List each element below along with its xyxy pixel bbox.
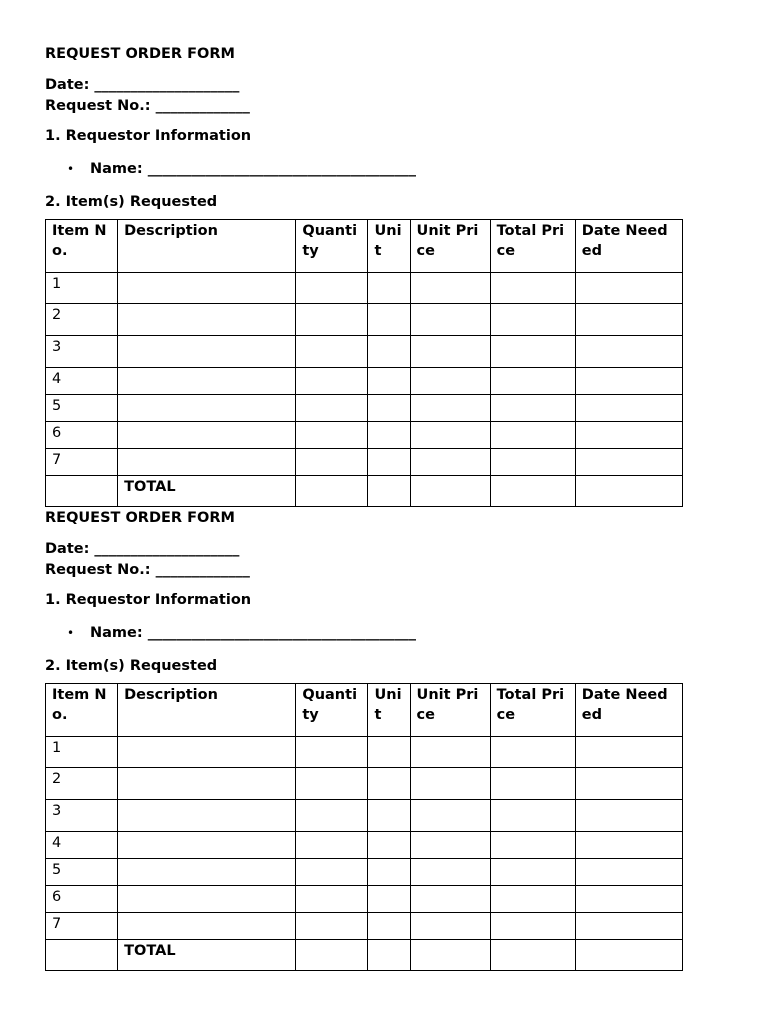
column-header-quantity: Quantity	[296, 220, 368, 273]
total-price-cell[interactable]	[490, 886, 575, 913]
table-row	[46, 886, 683, 913]
unit-cell[interactable]	[368, 859, 410, 886]
description-cell[interactable]	[118, 737, 296, 768]
request-order-form-2	[45, 510, 685, 971]
quantity-cell[interactable]	[296, 273, 368, 304]
description-cell[interactable]	[118, 913, 296, 940]
table-row	[46, 422, 683, 449]
unit-price-cell[interactable]	[410, 273, 490, 304]
bullet-icon: •	[67, 162, 75, 176]
total-quantity-cell[interactable]	[296, 476, 368, 507]
unit-cell[interactable]	[368, 422, 410, 449]
unit-cell[interactable]	[368, 737, 410, 768]
table-row	[46, 273, 683, 304]
item-number-cell: 3	[46, 800, 118, 832]
item-number-cell: 1	[46, 737, 118, 768]
table-row	[46, 913, 683, 940]
quantity-cell[interactable]	[296, 304, 368, 336]
description-cell[interactable]	[118, 800, 296, 832]
name-list-item	[45, 623, 685, 644]
date-needed-cell[interactable]	[575, 832, 682, 859]
table-row	[46, 859, 683, 886]
total-unit-price-cell[interactable]	[410, 476, 490, 507]
column-header-description: Description	[118, 684, 296, 737]
table-header-row	[46, 220, 683, 273]
column-header-description: Description	[118, 220, 296, 273]
total-label: TOTAL	[118, 940, 296, 971]
item-number-cell: 1	[46, 273, 118, 304]
bullet-icon: •	[67, 626, 75, 640]
total-row	[46, 940, 683, 971]
unit-price-cell[interactable]	[410, 768, 490, 800]
total-price-cell[interactable]	[490, 368, 575, 395]
total-empty-cell	[46, 476, 118, 507]
quantity-cell[interactable]	[296, 737, 368, 768]
description-cell[interactable]	[118, 886, 296, 913]
quantity-cell[interactable]	[296, 832, 368, 859]
unit-cell[interactable]	[368, 886, 410, 913]
column-header-unit-price: Unit Price	[410, 220, 490, 273]
unit-price-cell[interactable]	[410, 395, 490, 422]
total-empty-cell	[46, 940, 118, 971]
item-number-cell: 4	[46, 368, 118, 395]
item-number-cell: 7	[46, 913, 118, 940]
column-header-date-needed: Date Needed	[575, 220, 682, 273]
total-price-cell[interactable]	[490, 859, 575, 886]
quantity-cell[interactable]	[296, 368, 368, 395]
unit-cell[interactable]	[368, 768, 410, 800]
date-needed-cell[interactable]	[575, 336, 682, 368]
date-field[interactable]: Date: ____________________	[45, 541, 240, 557]
column-header-unit: Unit	[368, 220, 410, 273]
quantity-cell[interactable]	[296, 886, 368, 913]
total-price-sum-cell[interactable]	[490, 940, 575, 971]
quantity-cell[interactable]	[296, 395, 368, 422]
table-row	[46, 449, 683, 476]
table-row	[46, 336, 683, 368]
requestor-information-heading: 1. Requestor Information	[45, 128, 252, 144]
items-requested-heading: 2. Item(s) Requested	[45, 658, 218, 674]
table-row	[46, 395, 683, 422]
items-requested-heading: 2. Item(s) Requested	[45, 194, 218, 210]
unit-price-cell[interactable]	[410, 449, 490, 476]
total-price-cell[interactable]	[490, 395, 575, 422]
date-needed-cell[interactable]	[575, 395, 682, 422]
form-title: REQUEST ORDER FORM	[45, 46, 235, 62]
date-needed-cell[interactable]	[575, 737, 682, 768]
column-header-date-needed: Date Needed	[575, 684, 682, 737]
total-price-cell[interactable]	[490, 273, 575, 304]
date-needed-cell[interactable]	[575, 304, 682, 336]
item-number-cell: 5	[46, 395, 118, 422]
request-number-field[interactable]: Request No.: _____________	[45, 98, 250, 114]
quantity-cell[interactable]	[296, 336, 368, 368]
request-order-form-1	[45, 46, 685, 507]
date-needed-cell[interactable]	[575, 768, 682, 800]
unit-cell[interactable]	[368, 449, 410, 476]
unit-price-cell[interactable]	[410, 304, 490, 336]
unit-cell[interactable]	[368, 395, 410, 422]
form-title: REQUEST ORDER FORM	[45, 510, 235, 526]
unit-price-cell[interactable]	[410, 737, 490, 768]
unit-cell[interactable]	[368, 336, 410, 368]
unit-cell[interactable]	[368, 913, 410, 940]
request-number-field[interactable]: Request No.: _____________	[45, 562, 250, 578]
description-cell[interactable]	[118, 304, 296, 336]
column-header-unit-price: Unit Price	[410, 684, 490, 737]
quantity-cell[interactable]	[296, 913, 368, 940]
unit-price-cell[interactable]	[410, 859, 490, 886]
total-price-sum-cell[interactable]	[490, 476, 575, 507]
unit-price-cell[interactable]	[410, 336, 490, 368]
name-field[interactable]: Name: _____________________________________	[90, 625, 416, 641]
total-price-cell[interactable]	[490, 449, 575, 476]
unit-cell[interactable]	[368, 368, 410, 395]
date-needed-cell[interactable]	[575, 859, 682, 886]
total-quantity-cell[interactable]	[296, 940, 368, 971]
table-row	[46, 800, 683, 832]
item-number-cell: 2	[46, 304, 118, 336]
date-needed-cell[interactable]	[575, 273, 682, 304]
unit-price-cell[interactable]	[410, 913, 490, 940]
quantity-cell[interactable]	[296, 768, 368, 800]
table-row	[46, 304, 683, 336]
item-number-cell: 2	[46, 768, 118, 800]
unit-cell[interactable]	[368, 273, 410, 304]
description-cell[interactable]	[118, 395, 296, 422]
table-row	[46, 768, 683, 800]
total-price-cell[interactable]	[490, 336, 575, 368]
unit-price-cell[interactable]	[410, 832, 490, 859]
description-cell[interactable]	[118, 273, 296, 304]
items-table	[45, 683, 683, 971]
description-cell[interactable]	[118, 832, 296, 859]
column-header-item-no: Item No.	[46, 684, 118, 737]
date-needed-cell[interactable]	[575, 368, 682, 395]
name-field[interactable]: Name: _____________________________________	[90, 161, 416, 177]
item-number-cell: 6	[46, 422, 118, 449]
description-cell[interactable]	[118, 336, 296, 368]
total-price-cell[interactable]	[490, 422, 575, 449]
unit-price-cell[interactable]	[410, 800, 490, 832]
unit-price-cell[interactable]	[410, 422, 490, 449]
item-number-cell: 6	[46, 886, 118, 913]
total-date-needed-cell[interactable]	[575, 476, 682, 507]
total-price-cell[interactable]	[490, 737, 575, 768]
total-date-needed-cell[interactable]	[575, 940, 682, 971]
total-unit-cell[interactable]	[368, 476, 410, 507]
date-field[interactable]: Date: ____________________	[45, 77, 240, 93]
total-price-cell[interactable]	[490, 304, 575, 336]
total-price-cell[interactable]	[490, 913, 575, 940]
quantity-cell[interactable]	[296, 449, 368, 476]
total-price-cell[interactable]	[490, 800, 575, 832]
name-list-item	[45, 159, 685, 180]
total-unit-price-cell[interactable]	[410, 940, 490, 971]
total-row	[46, 476, 683, 507]
description-cell[interactable]	[118, 449, 296, 476]
column-header-quantity: Quantity	[296, 684, 368, 737]
column-header-total-price: Total Price	[490, 220, 575, 273]
description-cell[interactable]	[118, 768, 296, 800]
table-row	[46, 368, 683, 395]
date-needed-cell[interactable]	[575, 800, 682, 832]
total-unit-cell[interactable]	[368, 940, 410, 971]
date-needed-cell[interactable]	[575, 886, 682, 913]
item-number-cell: 5	[46, 859, 118, 886]
column-header-unit: Unit	[368, 684, 410, 737]
quantity-cell[interactable]	[296, 422, 368, 449]
item-number-cell: 4	[46, 832, 118, 859]
column-header-total-price: Total Price	[490, 684, 575, 737]
unit-price-cell[interactable]	[410, 886, 490, 913]
item-number-cell: 7	[46, 449, 118, 476]
table-header-row	[46, 684, 683, 737]
unit-cell[interactable]	[368, 832, 410, 859]
unit-cell[interactable]	[368, 800, 410, 832]
date-needed-cell[interactable]	[575, 422, 682, 449]
requestor-information-heading: 1. Requestor Information	[45, 592, 252, 608]
item-number-cell: 3	[46, 336, 118, 368]
total-label: TOTAL	[118, 476, 296, 507]
quantity-cell[interactable]	[296, 859, 368, 886]
description-cell[interactable]	[118, 368, 296, 395]
table-row	[46, 737, 683, 768]
unit-cell[interactable]	[368, 304, 410, 336]
date-needed-cell[interactable]	[575, 913, 682, 940]
total-price-cell[interactable]	[490, 768, 575, 800]
column-header-item-no: Item No.	[46, 220, 118, 273]
description-cell[interactable]	[118, 422, 296, 449]
table-row	[46, 832, 683, 859]
description-cell[interactable]	[118, 859, 296, 886]
unit-price-cell[interactable]	[410, 368, 490, 395]
date-needed-cell[interactable]	[575, 449, 682, 476]
quantity-cell[interactable]	[296, 800, 368, 832]
total-price-cell[interactable]	[490, 832, 575, 859]
items-table	[45, 219, 683, 507]
